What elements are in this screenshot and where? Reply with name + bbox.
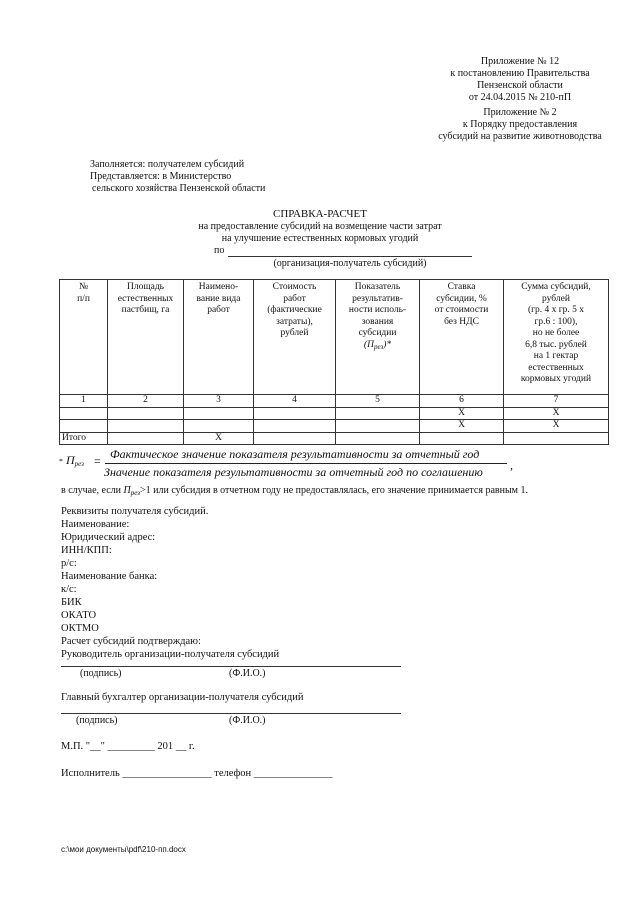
appendix-12-label: Приложение № 12	[480, 56, 560, 67]
signature-caption: (подпись)	[80, 668, 122, 679]
header-cell: Показатель результатив- ности исполь- зования субсидии $(П_{рез})*$	[336, 280, 420, 395]
requisite-okato: ОКАТО	[61, 610, 97, 621]
subsidies-line: субсидий на развитие животноводства	[438, 131, 602, 142]
signature-caption-2: (подпись)	[76, 715, 118, 726]
calculation-table	[59, 279, 609, 445]
cell[interactable]	[184, 407, 254, 420]
formula-numerator: Фактическое значение показателя результативности за отчетный год	[110, 447, 480, 461]
requisite-inn: ИНН/КПП:	[61, 545, 112, 556]
header-cell: № п/п	[60, 280, 108, 395]
requisite-account: р/с:	[61, 558, 77, 569]
cell[interactable]	[254, 407, 336, 420]
director-label: Руководитель организации-получателя субсидий	[61, 649, 280, 660]
requisite-address: Юридический адрес:	[61, 532, 156, 543]
cell[interactable]	[108, 407, 184, 420]
fio-caption: (Ф.И.О.)	[229, 668, 266, 679]
resolution-line: к постановлению Правительства	[450, 68, 590, 79]
chief-accountant-label: Главный бухгалтер организации-получателя субсидий	[61, 692, 304, 703]
table-row	[60, 407, 609, 420]
column-number: 1	[60, 395, 108, 408]
table-row	[60, 420, 609, 433]
header-cell: Ставка субсидии, % от стоимости без НДС	[420, 280, 504, 395]
procedure-line: к Порядку предоставления	[462, 119, 578, 130]
submitted-to: Представляется: в Министерство	[90, 171, 232, 182]
cell-x: X	[420, 420, 504, 433]
header-cell: Сумма субсидий, рублей (гр. 4 х гр. 5 х гр.6 : 100), но не более 6,8 тыс. рублей на 1 гектар естественных кормовых угодий	[504, 280, 609, 395]
cell[interactable]	[60, 420, 108, 433]
column-number: 2	[108, 395, 184, 408]
formula-comma: ,	[510, 458, 513, 472]
fio-caption-2: (Ф.И.О.)	[229, 715, 266, 726]
requisite-name: Наименование:	[61, 519, 130, 530]
requisite-oktmo: ОКТМО	[61, 623, 99, 634]
total-label: Итого	[60, 432, 108, 445]
cell[interactable]	[254, 432, 336, 445]
total-row	[60, 432, 609, 445]
date-number-line: от 24.04.2015 № 210-пП	[468, 92, 572, 103]
ministry-name: сельского хозяйства Пензенской области	[92, 183, 266, 194]
executor-line: Исполнитель _________________ телефон _______________	[61, 768, 333, 779]
table-header-row	[60, 280, 609, 395]
cell[interactable]	[108, 432, 184, 445]
org-name-line	[228, 256, 472, 257]
region-line: Пензенской области	[477, 80, 563, 91]
stamp-date-line: М.П. "__" _________ 201 __ г.	[61, 741, 195, 752]
title-line-2: на улучшение естественных кормовых угодий	[221, 233, 419, 244]
formula-equals: =	[94, 454, 101, 468]
column-numbers-row	[60, 395, 609, 408]
formula-note: в случае, если $П_{рез}>1$ или субсидия в отчетном году не предоставлялась, его значение принимается равным 1.	[61, 485, 529, 497]
accountant-signature-line	[61, 713, 401, 714]
cell[interactable]	[60, 407, 108, 420]
cell[interactable]	[420, 432, 504, 445]
cell[interactable]	[504, 432, 609, 445]
cell[interactable]	[336, 432, 420, 445]
column-number: 7	[504, 395, 609, 408]
requisite-bank: Наименование банка:	[61, 571, 158, 582]
column-number: 5	[336, 395, 420, 408]
cell-x: X	[420, 407, 504, 420]
cell-x: X	[184, 432, 254, 445]
file-path: c:\мои документы\pdf\210-пп.docx	[61, 845, 186, 854]
filled-by: Заполняется: получателем субсидий	[90, 159, 245, 170]
cell[interactable]	[108, 420, 184, 433]
column-number: 4	[254, 395, 336, 408]
formula-denominator: Значение показателя результативности за отчетный год по соглашению	[104, 465, 483, 479]
confirm-label: Расчет субсидий подтверждаю:	[61, 636, 201, 647]
fraction-bar	[105, 463, 507, 464]
org-caption: (организация-получатель субсидий)	[273, 258, 427, 269]
formula-symbol: $П_{рез}$	[66, 453, 84, 468]
requisites-title: Реквизиты получателя субсидий.	[61, 506, 209, 517]
header-cell: Площадь естественных пастбищ, га	[108, 280, 184, 395]
header-cell: Стоимость работ (фактические затраты), рублей	[254, 280, 336, 395]
appendix-2-label: Приложение № 2	[483, 107, 557, 118]
cell[interactable]	[336, 407, 420, 420]
cell-x: X	[504, 407, 609, 420]
director-signature-line	[61, 666, 401, 667]
title-line-1: на предоставление субсидий на возмещение части затрат	[198, 221, 442, 232]
column-number: 6	[420, 395, 504, 408]
requisite-corr-account: к/с:	[61, 584, 77, 595]
document-title: СПРАВКА-РАСЧЕТ	[273, 208, 367, 220]
cell[interactable]	[254, 420, 336, 433]
cell[interactable]	[336, 420, 420, 433]
column-number: 3	[184, 395, 254, 408]
requisite-bik: БИК	[61, 597, 82, 608]
title-by: по	[214, 245, 225, 256]
cell-x: X	[504, 420, 609, 433]
formula-star: *	[59, 457, 63, 466]
cell[interactable]	[184, 420, 254, 433]
header-cell: Наимено- вание вида работ	[184, 280, 254, 395]
